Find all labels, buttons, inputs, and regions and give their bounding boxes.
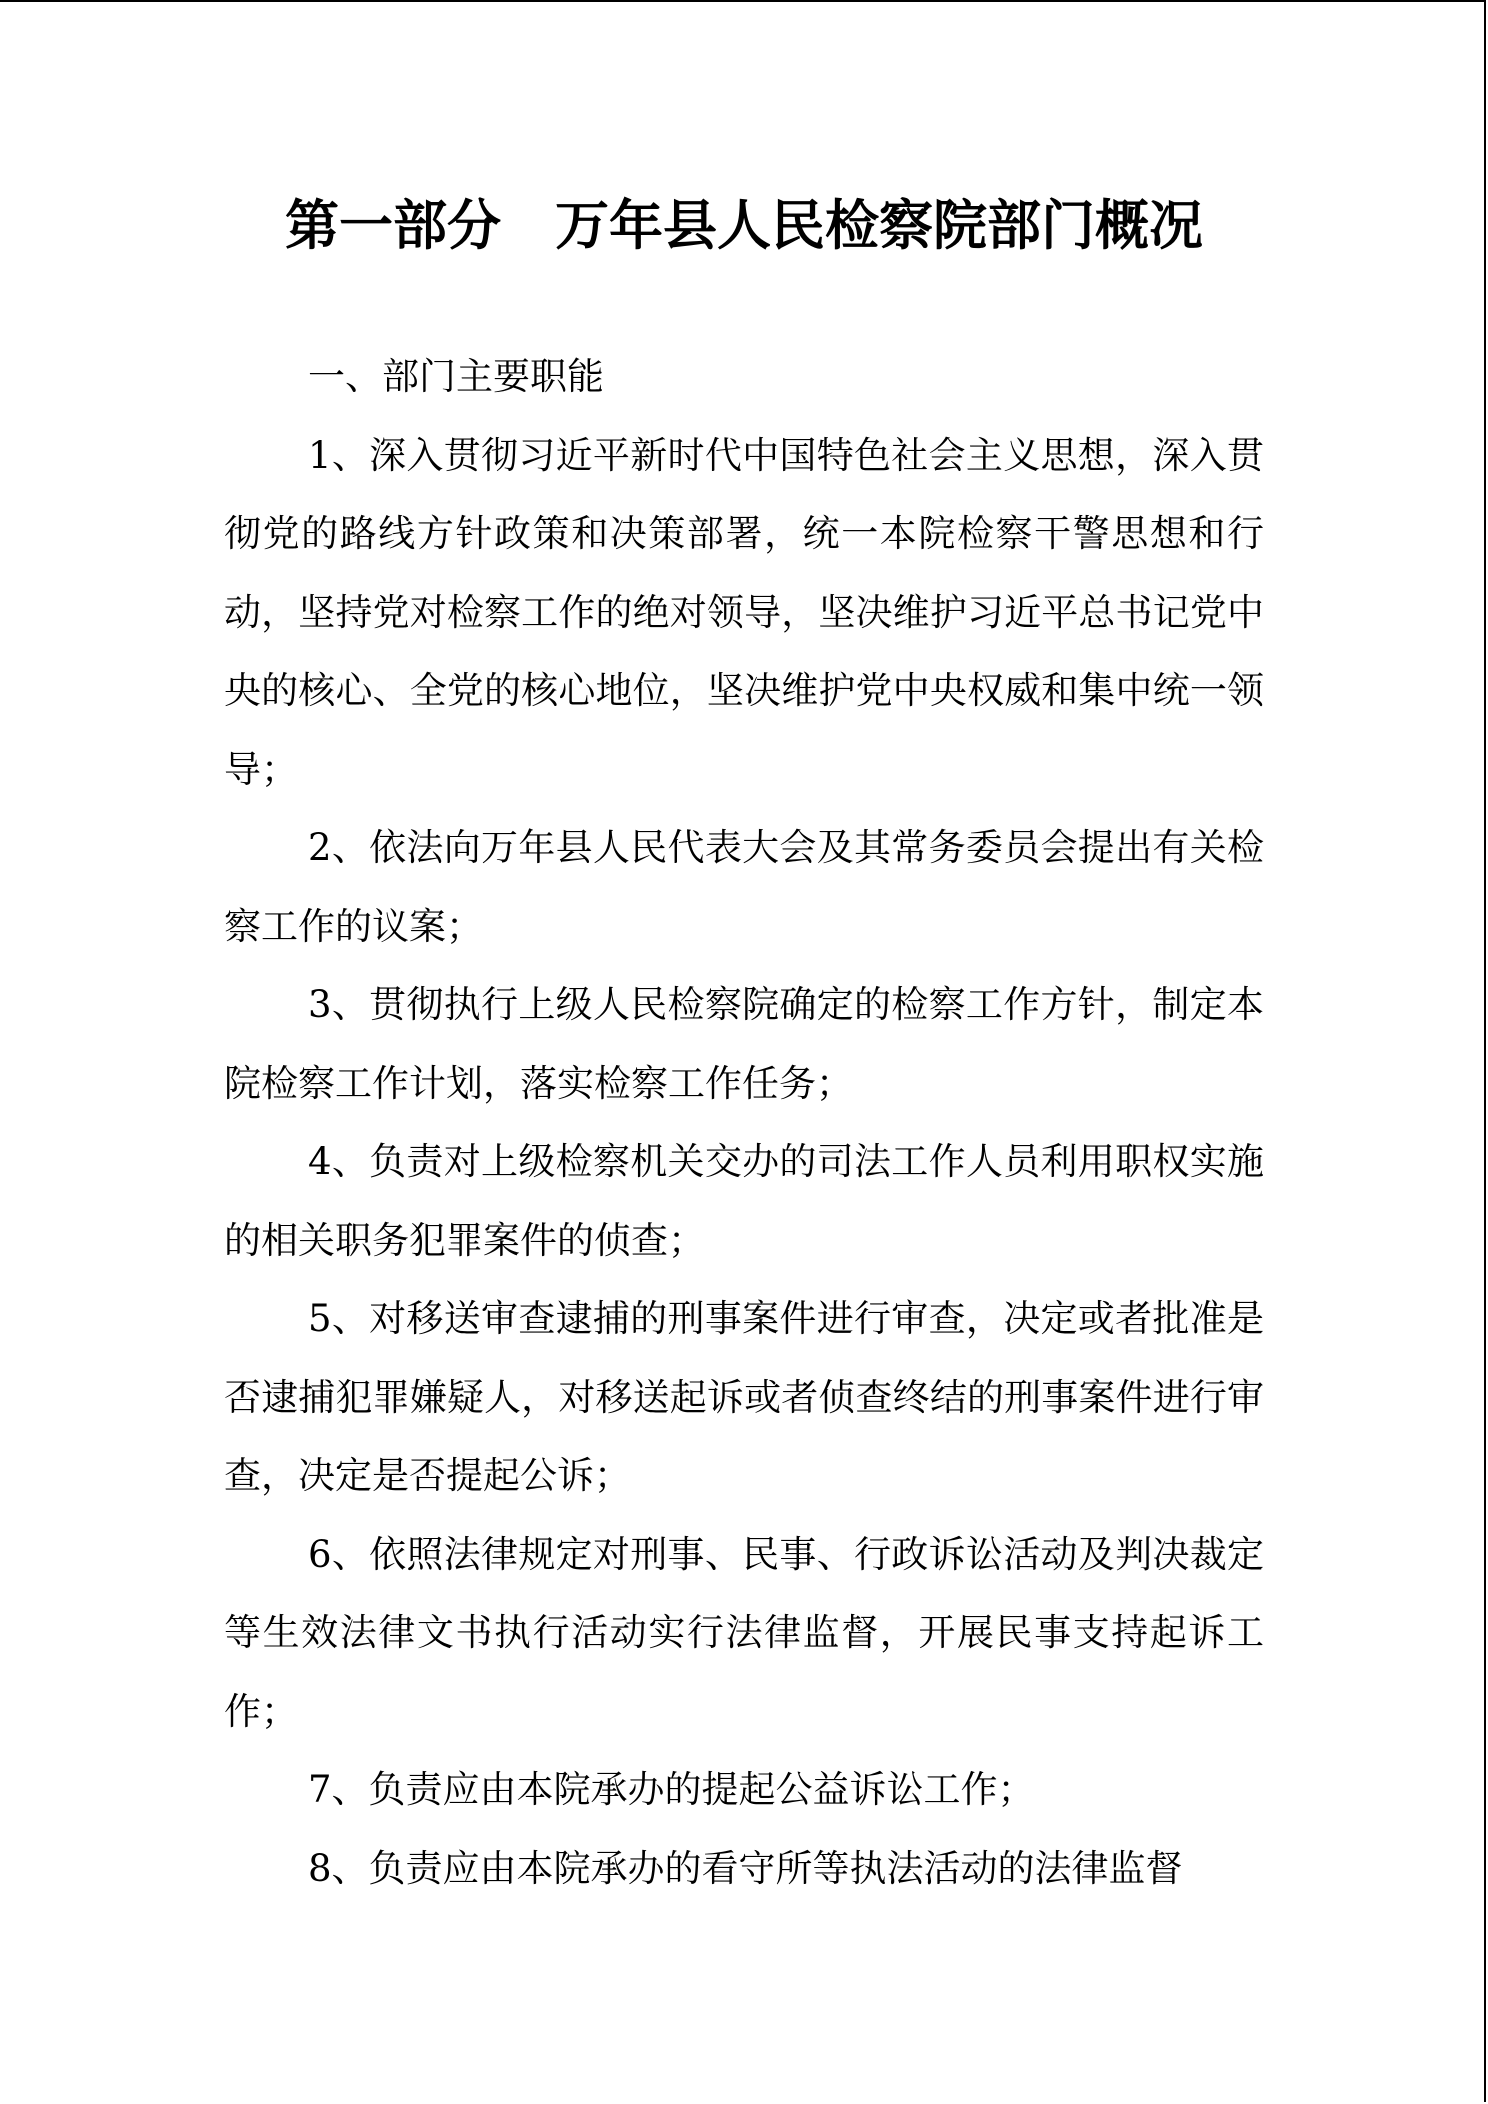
paragraph-2: 2、依法向万年县人民代表大会及其常务委员会提出有关检察工作的议案； xyxy=(224,826,1264,948)
section-heading: 一、部门主要职能 xyxy=(308,355,604,398)
paragraph-4: 4、负责对上级检察机关交办的司法工作人员利用职权实施的相关职务犯罪案件的侦查； xyxy=(224,1140,1264,1262)
paragraph-3: 3、贯彻执行上级人民检察院确定的检察工作方针，制定本院检察工作计划，落实检察工作任务； xyxy=(224,983,1264,1105)
paragraph-1: 1、深入贯彻习近平新时代中国特色社会主义思想，深入贯彻党的路线方针政策和决策部署，统一本院检察干警思想和行动，坚持党对检察工作的绝对领导，坚决维护习近平总书记党中央的核心、全党的核心地位，坚决维护党中央权威和集中统一领导； xyxy=(224,433,1264,791)
paragraph-7: 7、负责应由本院承办的提起公益诉讼工作； xyxy=(308,1768,1035,1811)
page-title: 第一部分 万年县人民检察院部门概况 xyxy=(285,193,1203,257)
paragraph-6: 6、依照法律规定对刑事、民事、行政诉讼活动及判决裁定等生效法律文书执行活动实行法律监督，开展民事支持起诉工作； xyxy=(224,1532,1264,1733)
paragraph-8: 8、负责应由本院承办的看守所等执法活动的法律监督 xyxy=(308,1846,1183,1890)
paragraph-5: 5、对移送审查逮捕的刑事案件进行审查，决定或者批准是否逮捕犯罪嫌疑人，对移送起诉或者侦查终结的刑事案件进行审查，决定是否提起公诉； xyxy=(224,1297,1264,1497)
document-body xyxy=(224,338,1264,1908)
